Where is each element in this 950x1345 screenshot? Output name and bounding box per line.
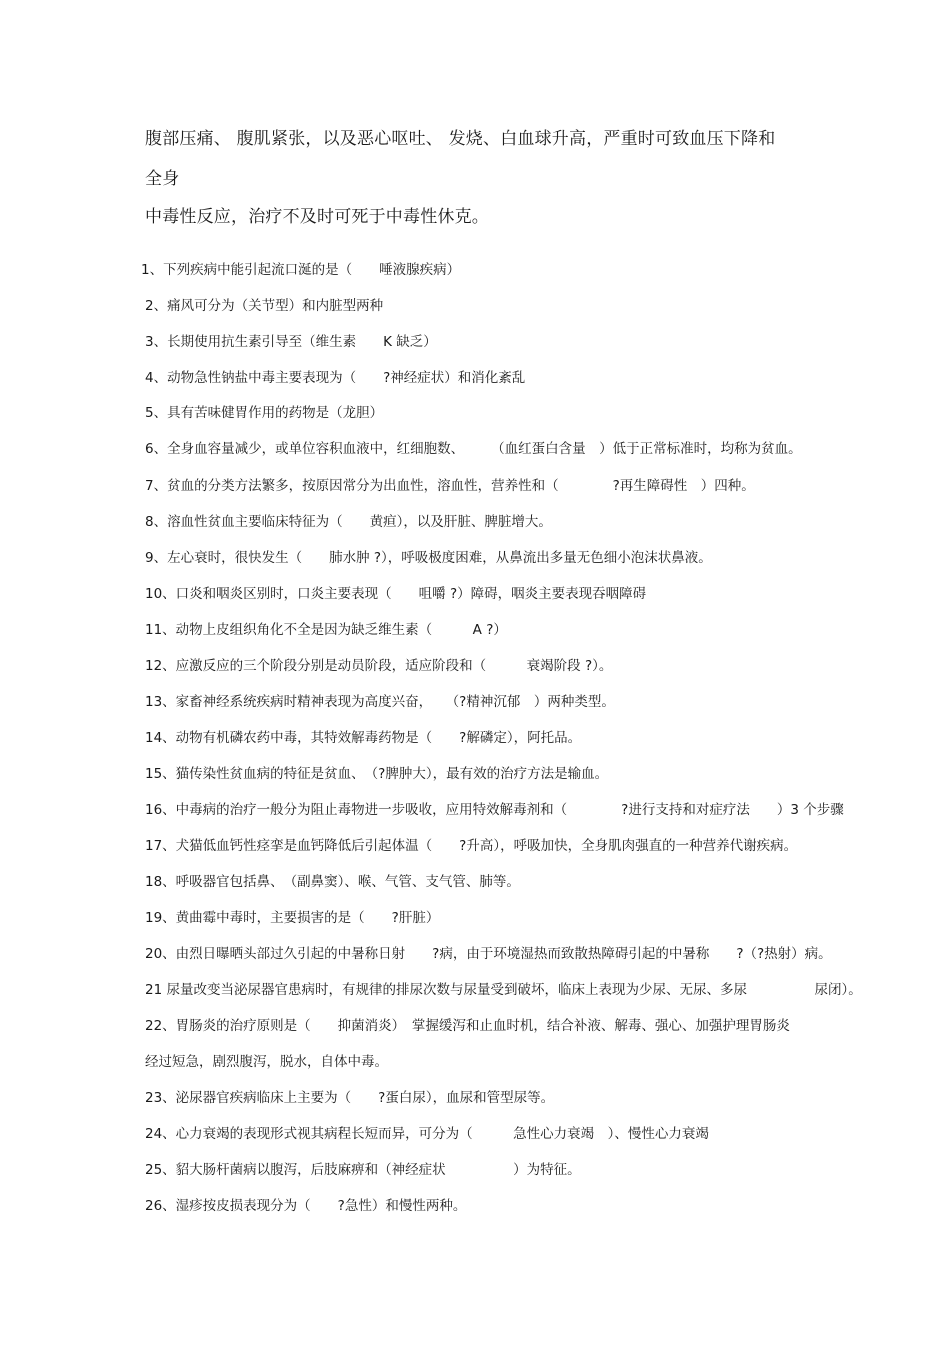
list-item-11: 11、动物上皮组织角化不全是因为缺乏维生素（ A ?） — [145, 622, 507, 638]
list-item-4: 4、动物急性钠盐中毒主要表现为（ ?神经症状）和消化紊乱 — [145, 370, 526, 386]
intro-line-3: 中毒性反应，治疗不及时可死于中毒性休克。 — [145, 207, 489, 227]
list-item-26: 26、湿疹按皮损表现分为（ ?急性）和慢性两种。 — [145, 1198, 467, 1214]
list-item-13: 13、家畜神经系统疾病时精神表现为高度兴奋， （?精神沉郁 ）两种类型。 — [145, 694, 615, 710]
list-item-5: 5、具有苦味健胃作用的药物是（龙胆） — [145, 405, 384, 421]
list-item-22: 22、胃肠炎的治疗原则是（ 抑菌消炎） 掌握缓泻和止血时机，结合补液、解毒、强心、加强护理胃肠炎 — [145, 1018, 790, 1034]
list-item-9: 9、左心衰时，很快发生（ 肺水肿 ?），呼吸极度困难，从鼻流出多量无色细小泡沫状鼻液。 — [145, 550, 712, 566]
intro-line-2: 全身 — [145, 169, 180, 189]
intro-line-1: 腹部压痛、 腹肌紧张，以及恶心呕吐、 发烧、白血球升高，严重时可致血压下降和 — [145, 129, 776, 149]
list-item-1: 1、下列疾病中能引起流口涎的是（ 唾液腺疾病） — [141, 262, 461, 278]
list-item-20: 20、由烈日曝晒头部过久引起的中暑称日射 ?病，由于环境湿热而致散热障碍引起的中暑称 ?（?热射）病。 — [145, 946, 832, 962]
list-item-10: 10、口炎和咽炎区别时，口炎主要表现（ 咀嚼 ?）障碍，咽炎主要表现吞咽障碍 — [145, 586, 647, 602]
list-item-8: 8、溶血性贫血主要临床特征为（ 黄疸），以及肝脏、脾脏增大。 — [145, 514, 552, 530]
list-item-19: 19、黄曲霉中毒时，主要损害的是（ ?肝脏） — [145, 910, 440, 926]
list-item-18: 18、呼吸器官包括鼻、 （副鼻窦）、喉、气管、支气管、肺等。 — [145, 874, 520, 890]
list-item-17: 17、犬猫低血钙性痉挛是血钙降低后引起体温（ ?升高），呼吸加快，全身肌肉强直的一种营养代谢疾病。 — [145, 838, 798, 854]
list-item-21: 21 尿量改变当泌尿器官患病时，有规律的排尿次数与尿量受到破坏，临床上表现为少尿、无尿、多尿 尿闭）。 — [145, 982, 862, 998]
list-item-3: 3、长期使用抗生素引导至（维生素 K 缺乏） — [145, 334, 437, 350]
list-item-12: 12、应激反应的三个阶段分别是动员阶段，适应阶段和（ 衰竭阶段 ?）。 — [145, 658, 613, 674]
list-item-23: 23、泌尿器官疾病临床上主要为（ ?蛋白尿），血尿和管型尿等。 — [145, 1090, 555, 1106]
list-item-6: 6、全身血容量减少，或单位容积血液中，红细胞数、 （血红蛋白含量 ）低于正常标准时，均称为贫血。 — [145, 441, 802, 457]
list-item-16: 16、中毒病的治疗一般分为阻止毒物进一步吸收，应用特效解毒剂和（ ?进行支持和对症疗法 ）3 个步骤 — [145, 802, 844, 818]
list-item-25: 25、貂大肠杆菌病以腹泻，后肢麻痹和（神经症状 ）为特征。 — [145, 1162, 581, 1178]
list-item-15: 15、猫传染性贫血病的特征是贫血、 （?脾肿大），最有效的治疗方法是输血。 — [145, 766, 609, 782]
list-item-7: 7、贫血的分类方法繁多，按原因常分为出血性，溶血性，营养性和（ ?再生障碍性 ）四种。 — [145, 478, 755, 494]
list-item-22-continued: 经过短急，剧烈腹泻，脱水，自体中毒。 — [145, 1054, 388, 1070]
list-item-14: 14、动物有机磷农药中毒，其特效解毒药物是（ ?解磷定），阿托品。 — [145, 730, 582, 746]
list-item-24: 24、心力衰竭的表现形式视其病程长短而异，可分为（ 急性心力衰竭 ）、慢性心力衰竭 — [145, 1126, 709, 1142]
list-item-2: 2、痛风可分为（关节型）和内脏型两种 — [145, 298, 384, 314]
